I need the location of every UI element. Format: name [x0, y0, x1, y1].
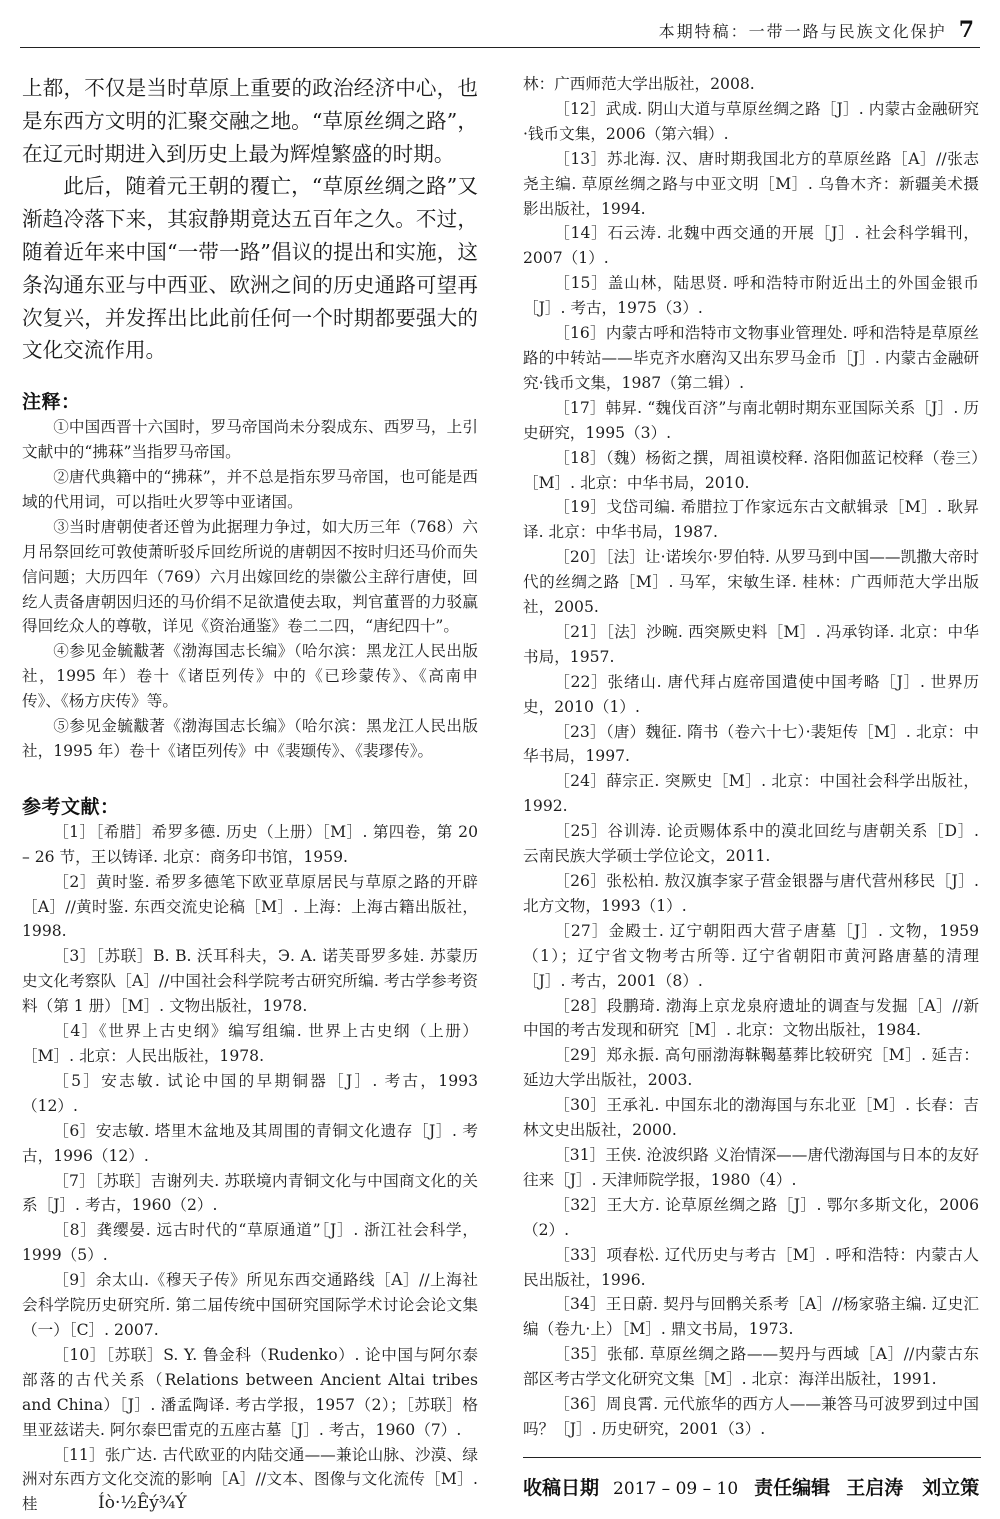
reference-item: ［15］盖山林，陆思贤. 呼和浩特市附近出土的外国金银币［J］. 考古，1975（3）. — [523, 274, 979, 318]
right-column — [523, 72, 979, 1502]
article-footer — [523, 1474, 979, 1502]
reference-item: ［3］［苏联］B. B. 沃耳科夫，Э. A. 诺芙哥罗多娃. 苏蒙历史文化考察队［A］//中国社会科学院考古研究所编. 考古学参考资料（第 1 册）［M］. 文物出版社，1978. — [22, 947, 478, 1016]
reference-item: ［34］王日蔚. 契丹与回鹘关系考［A］//杨家骆主编. 辽史汇编（卷九·上）［M］. 鼎文书局，1973. — [523, 1295, 979, 1339]
notes-heading: 注释： — [22, 391, 81, 414]
reference-item: ［19］戈岱司编. 希腊拉丁作家远东古文献辑录［M］. 耿昇译. 北京：中华书局，1987. — [523, 498, 979, 542]
reference-item: ［4］《世界上古史纲》编写组编. 世界上古史纲（上册）［M］. 北京：人民出版社，1978. — [22, 1022, 478, 1066]
reference-item: ［7］［苏联］吉谢列夫. 苏联境内青铜文化与中国商文化的关系［J］. 考古，1960（2）. — [22, 1171, 478, 1215]
reference-item: ［9］余太山.《穆天子传》所见东西交通路线［A］//上海社会科学院历史研究所. 第二届传统中国研究国际学术讨论会论文集（一）［C］. 2007. — [22, 1271, 478, 1339]
note-item: ④参见金毓黻著《渤海国志长编》（哈尔滨：黑龙江人民出版社，1995 年）卷十《诸臣列传》中的《已珍蒙传》、《高南申传》、《杨方庆传》等。 — [22, 642, 478, 711]
reference-item: ［1］［希腊］希罗多德. 历史（上册）［M］. 第四卷，第 20 – 26 节，王以铸译. 北京：商务印书馆，1959. — [22, 822, 478, 866]
reference-item: ［36］周良霄. 元代旅华的西方人——兼答马可波罗到过中国吗？［J］. 历史研究，2001（3）. — [523, 1395, 979, 1438]
received-date: 2017 – 09 – 10 — [613, 1478, 739, 1499]
note-item: ⑤参见金毓黻著《渤海国志长编》（哈尔滨：黑龙江人民出版社，1995 年）卷十《诸臣列传》中《裴颋传》、《裴璆传》。 — [22, 717, 478, 760]
editor-label: 责任编辑 — [754, 1476, 831, 1499]
body-paragraph: 此后，随着元王朝的覆亡，“草原丝绸之路”又渐趋冷落下来，其寂静期竟达五百年之久。不过，随着近年来中国“一带一路”倡议的提出和实施，这条沟通东亚与中西亚、欧洲之间的历史通路可望再次复兴，并发挥出比此前任何一个时期都要强大的文化交流作用。 — [22, 174, 478, 363]
received-date-label: 收稿日期 — [523, 1476, 600, 1499]
reference-item: ［24］薛宗正. 突厥史［M］. 北京：中国社会科学出版社，1992. — [523, 772, 979, 816]
reference-item: ［23］（唐）魏征. 隋书（卷六十七）·裴矩传［M］. 北京：中华书局，1997. — [523, 722, 979, 766]
reference-item: ［22］张绪山. 唐代拜占庭帝国遣使中国考略［J］. 世界历史，2010（1）. — [523, 672, 979, 716]
reference-item: ［31］王侠. 沧波织路 义治情深——唐代渤海国与日本的友好往来［J］. 天津师院学报，1980（4）. — [523, 1145, 979, 1189]
editor-names: 王启涛 刘立策 — [846, 1476, 980, 1499]
database-watermark: Íò·½Êý¾Ý — [98, 1493, 187, 1513]
left-column — [22, 72, 478, 1517]
reference-item: ［21］［法］沙畹. 西突厥史料［M］. 冯承钧译. 北京：中华书局，1957. — [523, 622, 979, 666]
reference-item: ［35］张郁. 草原丝绸之路——契丹与西域［A］//内蒙古东部区考古学文化研究文集［M］. 北京：海洋出版社，1991. — [523, 1345, 979, 1389]
note-item: ①中国西晋十六国时，罗马帝国尚未分裂成东、西罗马，上引文献中的“拂菻”当指罗马帝国。 — [22, 418, 478, 462]
reference-item: ［30］王承礼. 中国东北的渤海国与东北亚［M］. 长春：吉林文史出版社，2000. — [523, 1096, 979, 1140]
body-paragraph: 上都，不仅是当时草原上重要的政治经济中心，也是东西方文明的汇聚交融之地。“草原丝绸之路”，在辽元时期进入到历史上最为辉煌繁盛的时期。 — [22, 76, 478, 166]
reference-item: ［2］黄时鉴. 希罗多德笔下欧亚草原居民与草原之路的开辟［A］//黄时鉴. 东西交流史论稿［M］. 上海：上海古籍出版社，1998. — [22, 872, 478, 941]
reference-item: ［6］安志敏. 塔里木盆地及其周围的青铜文化遗存［J］. 考古，1996（12）. — [22, 1121, 478, 1165]
reference-item: ［8］龚缨晏. 远古时代的“草原通道”［J］. 浙江社会科学，1999（5）. — [22, 1221, 478, 1265]
reference-item: ［29］郑永振. 高句丽渤海靺鞨墓葬比较研究［M］. 延吉：延边大学出版社，2003. — [523, 1046, 979, 1090]
reference-item: ［20］［法］让·诺埃尔·罗伯特. 从罗马到中国——凯撒大帝时代的丝绸之路［M］. 马军，宋敏生译. 桂林：广西师范大学出版社，2005. — [523, 548, 979, 617]
reference-item: ［14］石云涛. 北魏中西交通的开展［J］. 社会科学辑刊，2007（1）. — [523, 224, 979, 268]
reference-item: ［16］内蒙古呼和浩特市文物事业管理处. 呼和浩特是草原丝路的中转站——毕克齐水磨沟又出东罗马金币［J］. 内蒙古金融研究·钱币文集，1987（第二辑）. — [523, 324, 979, 392]
reference-item: ［17］韩昇. “魏伐百济”与南北朝时期东亚国际关系［J］. 历史研究，1995（3）. — [523, 398, 979, 442]
reference-item: ［13］苏北海. 汉、唐时期我国北方的草原丝路［A］//张志尧主编. 草原丝绸之路与中亚文明［M］. 乌鲁木齐：新疆美术摄影出版社，1994. — [523, 149, 979, 218]
header-rule — [20, 47, 980, 48]
page-number: 7 — [958, 17, 974, 43]
reference-item: ［33］项春松. 辽代历史与考古［M］. 呼和浩特：内蒙古人民出版社，1996. — [523, 1245, 979, 1289]
reference-item: ［28］段鹏琦. 渤海上京龙泉府遗址的调查与发掘［A］//新中国的考古发现和研究［M］. 北京：文物出版社，1984. — [523, 996, 979, 1040]
footer-rule — [523, 1457, 981, 1458]
note-item: ②唐代典籍中的“拂菻”，并不总是指东罗马帝国，也可能是西域的代用词，可以指吐火罗等中亚诸国。 — [22, 467, 478, 511]
reference-item: ［5］安志敏. 试论中国的早期铜器［J］. 考古，1993（12）. — [22, 1071, 478, 1115]
reference-item: ［32］王大方. 论草原丝绸之路［J］. 鄂尔多斯文化，2006（2）. — [523, 1195, 979, 1239]
reference-item: ［25］谷训涛. 论贡赐体系中的漠北回纥与唐朝关系［D］. 云南民族大学硕士学位论文，2011. — [523, 822, 979, 866]
references-heading: 参考文献： — [22, 795, 120, 818]
reference-item: ［18］（魏）杨衒之撰，周祖谟校释. 洛阳伽蓝记校释（卷三）［M］. 北京：中华书局，2010. — [523, 448, 979, 492]
reference-item: ［26］张松柏. 敖汉旗李家子营金银器与唐代营州移民［J］. 北方文物，1993（1）. — [523, 872, 979, 915]
running-head — [659, 17, 974, 43]
reference-continuation: 林：广西师范大学出版社，2008. — [523, 75, 755, 93]
reference-item: ［27］金殿士. 辽宁朝阳西大营子唐墓［J］. 文物，1959（1）；辽宁省文物考古所等. 辽宁省朝阳市黄河路唐墓的清理［J］. 考古，2001（8）. — [523, 921, 979, 990]
reference-item: ［11］张广达. 古代欧亚的内陆交通——兼论山脉、沙漠、绿洲对东西方文化交流的影响［A］//文本、图像与文化流传［M］. 桂 — [22, 1445, 478, 1514]
reference-item: ［12］武成. 阴山大道与草原丝绸之路［J］. 内蒙古金融研究·钱币文集，2006（第六辑）. — [523, 99, 979, 143]
running-head-section: 本期特稿：一带一路与民族文化保护 — [658, 22, 947, 41]
reference-item: ［10］［苏联］S. Y. 鲁金科（Rudenko）. 论中国与阿尔泰部落的古代关系（Relations between Ancient Altai tribes and China）［J］. 潘孟陶译. 考古学报，1957（2）；［苏联］格里亚兹诺夫. 阿尔泰巴雷克的五座古墓［J］. 考古，1960（7）. — [22, 1345, 478, 1439]
note-item: ③当时唐朝使者还曾为此据理力争过，如大历三年（768）六月吊祭回纥可敦使萧昕驳斥回纥所说的唐朝因不按时归还马价而失信问题；大历四年（769）六月出嫁回纥的崇徽公主辞行唐使，回纥人责备唐朝因归还的马价绢不足欲遣使去取，判官董晋的力驳赢得回纥众人的尊敬，详见《资治通鉴》卷二二四，“唐纪四十”。 — [22, 517, 478, 636]
